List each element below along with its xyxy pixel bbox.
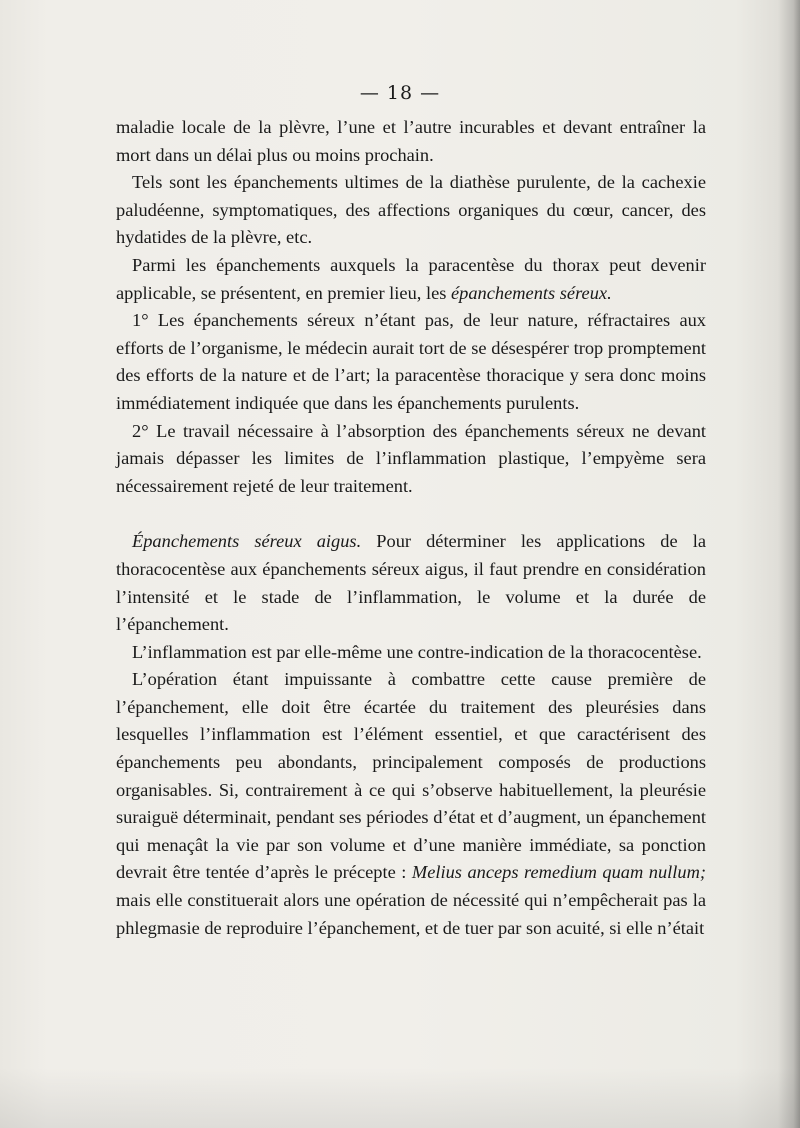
paragraph-3-text: Parmi les épanchements auxquels la paracentèse du thorax peut devenir applicable, se présentent, en premier lieu, les (116, 254, 706, 303)
paragraph-2: Tels sont les épanchements ultimes de la diathèse purulente, de la cachexie paludéenne, symptomatiques, des affections organiques du cœur, cancer, des hydatides de la plèvre, etc. (116, 172, 706, 248)
paragraph-3-italic: épanchements séreux. (450, 282, 612, 303)
page-bottom-shade (0, 1068, 800, 1128)
paragraph-7: L’inflammation est par elle-même une contre-indication de la thoracocentèse. (132, 641, 702, 662)
paragraph-8 (116, 666, 706, 942)
page-number: — 18 — (359, 82, 441, 104)
paragraph-8-text: L’opération étant impuissante à combattre cette cause première de l’épanchement, elle doit être écartée du traitement des pleurésies dans lesquelles l’inflammation est l’élément essentiel, et que caractérisent des épanchements peu abondants, principalement composés de productions organisables. Si, contrairement à ce qui s’observe habituellement, la pleurésie suraiguë déterminait, pendant ses périodes d’état et d’augment, un épanchement qui menaçât la vie par son volume et d’une manière immédiate, sa ponction devrait être tentée d’après le précepte : (116, 669, 706, 883)
paragraph-5: 2° Le travail nécessaire à l’absorption des épanchements séreux ne devant jamais dépasser les limites de l’inflammation plastique, l’empyème sera nécessairement rejeté de leur traitement. (116, 420, 706, 496)
paragraph-1: maladie locale de la plèvre, l’une et l’autre incurables et devant entraîner la mort dans un délai plus ou moins prochain. (116, 117, 706, 165)
paragraph-6-text: Pour déterminer les applications de la thoracocentèse aux épanchements séreux aigus, il faut prendre en considération l’intensité et le stade de l’inflammation, le volume et la durée de l’épanchement. (116, 531, 706, 635)
paragraph-8-end: mais elle constituerait alors une opération de nécessité qui n’empêcherait pas la phlegmasie de reproduire l’épanchement, et de tuer par son acuité, si elle n’était (116, 890, 706, 938)
body-text (116, 114, 706, 942)
section-gap (116, 500, 706, 528)
paragraph-3 (116, 252, 706, 307)
section-heading: Épanchements séreux aigus. (132, 531, 362, 552)
latin-precept: Melius anceps remedium quam nullum; (411, 862, 707, 883)
paragraph-4: 1° Les épanchements séreux n’étant pas, de leur nature, réfractaires aux efforts de l’organisme, le médecin aurait tort de se désespérer trop promptement des efforts de la nature et de l’art; la paracentèse thoracique y sera donc moins immédiatement indiquée que dans les épanchements purulents. (116, 310, 706, 413)
page-edge-shadow (778, 0, 800, 1128)
paragraph-6 (116, 528, 706, 638)
